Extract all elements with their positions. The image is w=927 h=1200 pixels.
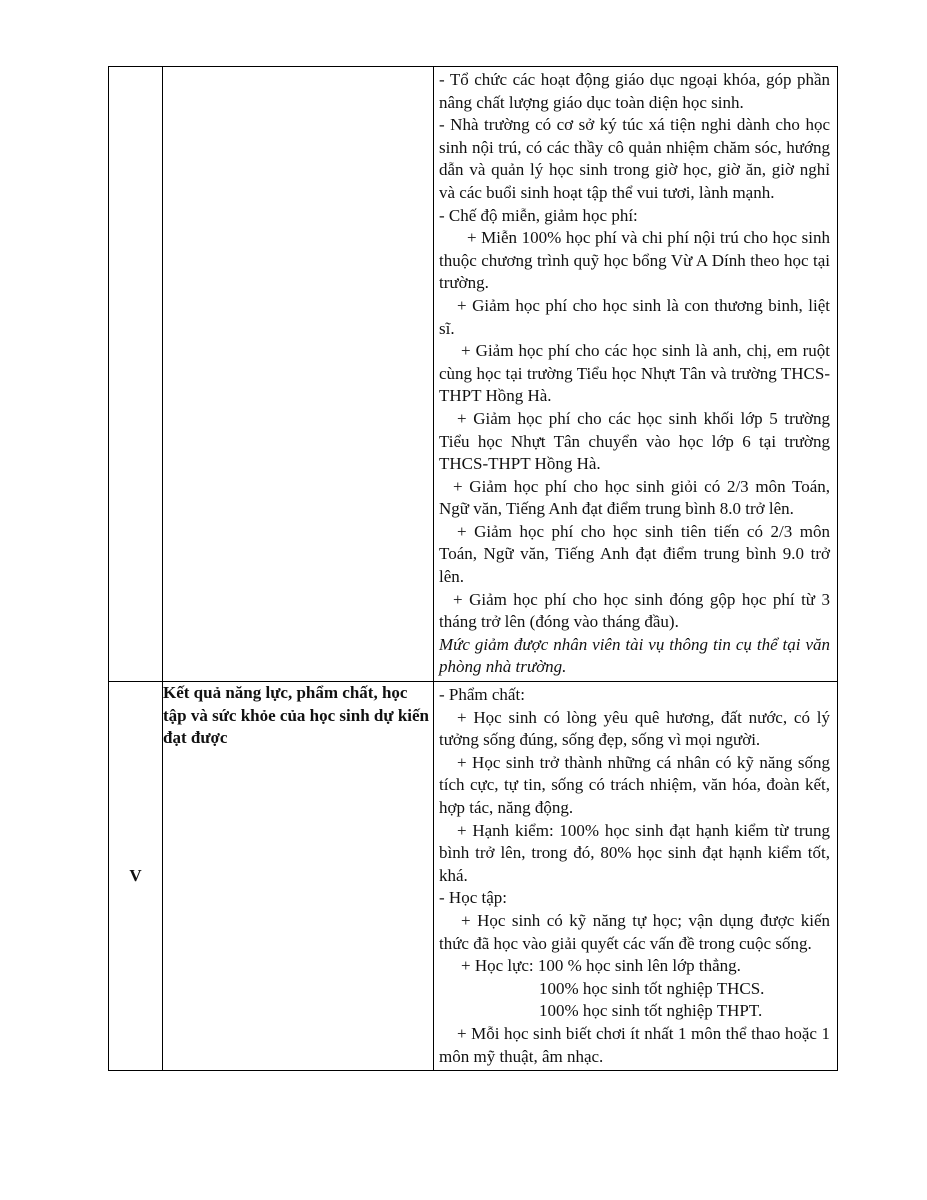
content-block <box>434 67 837 681</box>
row-number-cell: V <box>109 682 163 1071</box>
content-cell <box>434 682 838 1071</box>
paragraph: 100% học sinh tốt nghiệp THPT. <box>539 1001 763 1021</box>
paragraph: - Phẩm chất: <box>439 685 525 705</box>
content-cell <box>434 67 838 682</box>
paragraph: 100% học sinh tốt nghiệp THCS. <box>539 978 765 998</box>
paragraph: + Hạnh kiểm: 100% học sinh đạt hạnh kiểm từ trung bình trở lên, trong đó, 80% học sinh đạt hạnh kiểm tốt, khá. <box>439 820 830 885</box>
criteria-cell: Kết quả năng lực, phẩm chất, học tập và sức khỏe của học sinh dự kiến đạt được <box>163 682 434 1071</box>
row-number-cell <box>109 67 163 682</box>
paragraph: - Tổ chức các hoạt động giáo dục ngoại khóa, góp phần nâng chất lượng giáo dục toàn diện học sinh. <box>439 70 830 112</box>
paragraph: - Học tập: <box>439 888 507 908</box>
paragraph: + Miễn 100% học phí và chi phí nội trú cho học sinh thuộc chương trình quỹ học bổng Vừ A Dính theo học tại trường. <box>439 228 830 293</box>
document-table <box>108 66 838 1071</box>
italic-note: Mức giảm được nhân viên tài vụ thông tin cụ thể tại văn phòng nhà trường. <box>439 634 830 677</box>
paragraph: + Mỗi học sinh biết chơi ít nhất 1 môn thể thao hoặc 1 môn mỹ thuật, âm nhạc. <box>439 1023 830 1066</box>
paragraph: + Giảm học phí cho các học sinh khối lớp 5 trường Tiểu học Nhựt Tân chuyển vào học lớp 6 tại trường THCS-THPT Hồng Hà. <box>439 408 830 474</box>
paragraph: + Giảm học phí cho học sinh tiên tiến có 2/3 môn Toán, Ngữ văn, Tiếng Anh đạt điểm trung bình 9.0 trở lên. <box>439 521 830 587</box>
paragraph: + Học sinh có kỹ năng tự học; vận dụng được kiến thức đã học vào giải quyết các vấn đề trong cuộc sống. <box>439 910 830 953</box>
content-block <box>434 682 837 1070</box>
paragraph: + Giảm học phí cho học sinh là con thương binh, liệt sĩ. <box>439 295 830 338</box>
paragraph: + Học sinh trở thành những cá nhân có kỹ năng sống tích cực, tự tin, sống có trách nhiệm, văn hóa, đoàn kết, hợp tác, năng động. <box>439 752 830 817</box>
table-row <box>109 682 838 1071</box>
paragraph: - Chế độ miễn, giảm học phí: <box>439 205 638 225</box>
criteria-cell <box>163 67 434 682</box>
table-row <box>109 67 838 682</box>
paragraph: - Nhà trường có cơ sở ký túc xá tiện nghi dành cho học sinh nội trú, có các thầy cô quản nhiệm chăm sóc, hướng dẫn và quản lý học sinh trong giờ học, giờ ăn, giờ nghỉ và các buổi sinh hoạt tập thể vui tươi, lành mạnh. <box>439 115 830 202</box>
paragraph: + Giảm học phí cho học sinh đóng gộp học phí từ 3 tháng trở lên (đóng vào tháng đầu). <box>439 589 830 632</box>
paragraph: + Học lực: 100 % học sinh lên lớp thẳng. <box>461 956 741 976</box>
paragraph: + Học sinh có lòng yêu quê hương, đất nước, có lý tưởng sống đúng, sống đẹp, sống vì mọi người. <box>439 707 830 750</box>
paragraph: + Giảm học phí cho các học sinh là anh, chị, em ruột cùng học tại trường Tiểu học Nhựt Tân và trường THCS-THPT Hồng Hà. <box>439 341 830 406</box>
paragraph: + Giảm học phí cho học sinh giỏi có 2/3 môn Toán, Ngữ văn, Tiếng Anh đạt điểm trung bình 8.0 trở lên. <box>439 476 830 519</box>
